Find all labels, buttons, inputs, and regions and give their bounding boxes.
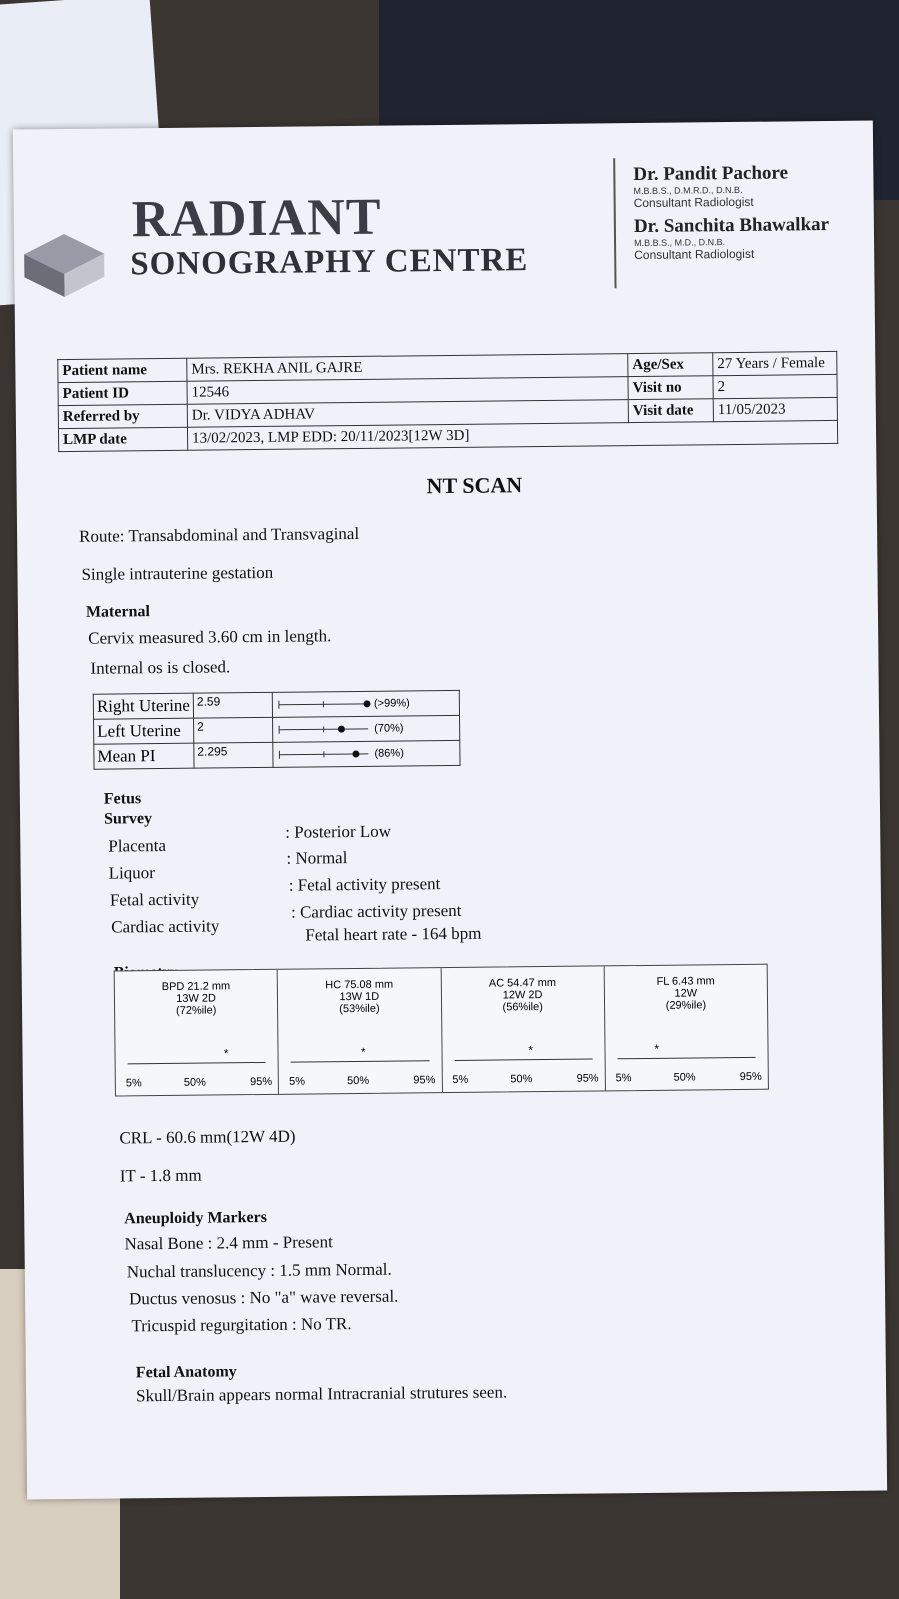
route-text: Route: Transabdominal and Transvaginal [79, 523, 360, 546]
biometry-measure: AC 54.47 mm [488, 976, 557, 990]
uterine-value: 2 [194, 717, 273, 743]
biometry-percentile: (72%ile) [175, 1004, 217, 1017]
scale-label: 5% [615, 1072, 632, 1085]
scale-label: 50% [673, 1071, 696, 1084]
age-value: 27 Years / Female [713, 351, 837, 375]
biometry-age: 13W 2D [176, 992, 217, 1005]
percentile-marker: * [528, 1043, 534, 1058]
referred-by-label: Referred by [58, 404, 187, 428]
doctor-name: Dr. Pandit Pachore [633, 162, 789, 186]
scale-label: 95% [739, 1070, 762, 1083]
table-row [93, 690, 459, 719]
biometry-cell [604, 965, 768, 1091]
heart-rate-text: Fetal heart rate - 164 bpm [305, 923, 482, 945]
logo-cube-icon [19, 229, 110, 300]
patient-id-label: Patient ID [58, 381, 187, 405]
table-row [94, 740, 460, 769]
biometry-percentile: (56%ile) [502, 1001, 543, 1014]
percentile-scale [617, 1057, 755, 1059]
report-sheet [13, 121, 887, 1500]
bar-marker [352, 750, 359, 757]
crl-text: CRL - 60.6 mm(12W 4D) [119, 1126, 296, 1148]
biometry-measure: FL 6.43 mm [656, 975, 715, 988]
doctor-name: Dr. Sanchita Bhawalkar [633, 213, 830, 238]
survey-label: Placenta [108, 835, 167, 856]
percentile-marker: * [654, 1041, 660, 1056]
visit-no: 2 [713, 374, 837, 398]
uterine-bar [273, 715, 460, 742]
visit-no-label: Visit no [628, 376, 713, 400]
patient-info-table [57, 351, 838, 452]
uterine-label: Left Uterine [94, 718, 194, 744]
scale-label: 50% [510, 1073, 533, 1086]
visit-date-label: Visit date [628, 399, 713, 423]
patient-name: Mrs. REKHA ANIL GAJRE [187, 354, 628, 382]
survey-heading: Survey [103, 810, 153, 828]
biometry-cell [278, 968, 443, 1094]
scale-label: 95% [249, 1075, 273, 1089]
uterine-value: 2.59 [193, 692, 272, 718]
doctor-degrees: M.B.B.S., M.D., D.N.B. [634, 237, 726, 249]
scale-label: 50% [183, 1076, 206, 1089]
scale-label: 5% [289, 1075, 306, 1088]
biometry-measure: HC 75.08 mm [325, 978, 394, 992]
doctor-list [613, 156, 829, 288]
fetus-heading: Fetus [103, 790, 142, 808]
scale-label: 50% [347, 1074, 370, 1088]
doctor-role: Consultant Radiologist [634, 246, 755, 263]
anatomy-line: Skull/Brain appears normal Intracranial strutures seen. [136, 1382, 508, 1406]
biometry-measure: BPD 21.2 mm [161, 980, 231, 994]
aneuploidy-line: Nuchal translucency : 1.5 mm Normal. [126, 1259, 392, 1282]
survey-value: : Normal [286, 848, 348, 868]
uterine-percentile: (86%) [374, 747, 404, 760]
anatomy-heading: Fetal Anatomy [135, 1363, 237, 1382]
brand-subtitle: SONOGRAPHY CENTRE [130, 242, 529, 283]
doctor-degrees: M.B.B.S., D.M.R.D., D.N.B. [633, 184, 743, 197]
patient-id: 12546 [187, 377, 628, 405]
uterine-bar [273, 740, 460, 767]
bar-marker [363, 700, 370, 707]
survey-label: Cardiac activity [111, 916, 220, 937]
survey-value: : Posterior Low [285, 821, 392, 842]
scale-label: 95% [576, 1072, 599, 1085]
aneuploidy-heading: Aneuploidy Markers [124, 1208, 268, 1228]
biometry-percentile: (29%ile) [665, 999, 707, 1012]
visit-date: 11/05/2023 [713, 397, 837, 421]
aneuploidy-line: Ductus venosus : No "a" wave reversal. [129, 1286, 399, 1309]
patient-name-label: Patient name [58, 358, 187, 382]
lmp-value: 13/02/2023, LMP EDD: 20/11/2023[12W 3D] [187, 420, 837, 450]
biometry-cell [115, 970, 280, 1096]
doctor-role: Consultant Radiologist [633, 194, 754, 211]
biometry-age: 12W [674, 987, 698, 1000]
uterine-pi-table [93, 690, 461, 770]
percentile-scale [291, 1060, 429, 1062]
scale-label: 5% [125, 1077, 142, 1090]
it-text: IT - 1.8 mm [119, 1165, 202, 1186]
biometry-cell [441, 966, 606, 1092]
biometry-table [114, 964, 769, 1097]
uterine-percentile: (70%) [374, 722, 404, 735]
uterine-percentile: (>99%) [373, 697, 410, 710]
biometry-age: 12W 2D [502, 989, 543, 1002]
cervix-text: Cervix measured 3.60 cm in length. [88, 626, 332, 648]
gestation-text: Single intrauterine gestation [81, 562, 274, 584]
percentile-marker: * [360, 1044, 366, 1059]
brand-name: RADIANT [131, 188, 382, 249]
uterine-label: Mean PI [94, 743, 194, 769]
aneuploidy-line: Nasal Bone : 2.4 mm - Present [124, 1232, 333, 1254]
scale-label: 95% [413, 1074, 436, 1087]
maternal-heading: Maternal [85, 603, 150, 621]
percentile-bar [276, 697, 371, 712]
lmp-label: LMP date [58, 427, 187, 451]
report-title: NT SCAN [426, 472, 523, 499]
percentile-bar [276, 722, 371, 737]
referred-by: Dr. VIDYA ADHAV [187, 400, 628, 428]
scale-label: 5% [452, 1073, 469, 1086]
uterine-bar [272, 690, 459, 717]
aneuploidy-line: Tricuspid regurgitation : No TR. [131, 1314, 352, 1336]
survey-value: : Fetal activity present [288, 874, 441, 895]
percentile-bar [276, 747, 371, 762]
percentile-marker: * [223, 1046, 229, 1061]
uterine-value: 2.295 [194, 742, 273, 768]
table-row [94, 715, 460, 744]
survey-value: : Cardiac activity present [290, 900, 462, 922]
biometry-percentile: (53%ile) [339, 1002, 380, 1016]
age-label: Age/Sex [628, 353, 713, 377]
bar-marker [338, 726, 345, 733]
percentile-scale [454, 1059, 592, 1061]
survey-label: Fetal activity [109, 889, 200, 910]
biometry-age: 13W 1D [339, 990, 380, 1004]
internal-os-text: Internal os is closed. [90, 657, 231, 678]
uterine-label: Right Uterine [93, 693, 193, 719]
percentile-scale [128, 1062, 266, 1064]
survey-label: Liquor [108, 863, 156, 883]
